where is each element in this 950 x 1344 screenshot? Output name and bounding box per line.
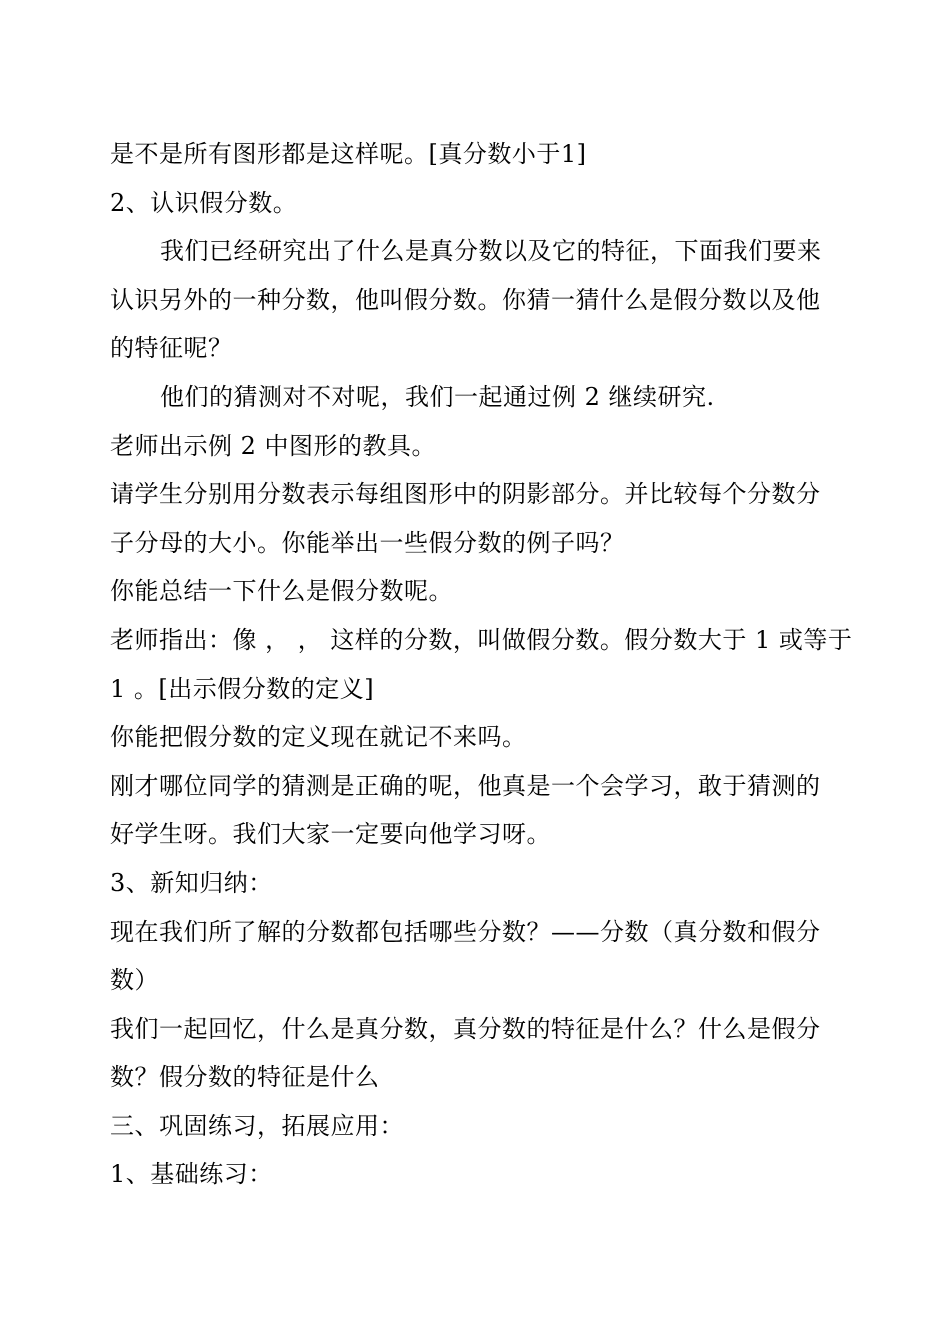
section-heading: 三、巩固练习，拓展应用： [110,1111,404,1140]
paragraph-line: 现在我们所了解的分数都包括哪些分数？——分数（真分数和假分 [110,917,821,946]
text-line: 是不是所有图形都是这样呢。[真分数小于1] [110,140,587,168]
section-heading: 1、基础练习： [110,1160,273,1189]
paragraph-line: 老师指出：像 ， ， 这样的分数，叫做假分数。假分数大于 1 或等于 [110,625,853,654]
document-body [110,130,853,1199]
text-line: 你能把假分数的定义现在就记不来吗。 [110,723,527,752]
paragraph-line: 我们已经研究出了什么是真分数以及它的特征，下面我们要来 [160,237,822,266]
paragraph-line: 认识另外的一种分数，他叫假分数。你猜一猜什么是假分数以及他 [110,285,821,314]
paragraph-line: 我们一起回忆，什么是真分数，真分数的特征是什么？什么是假分 [110,1014,821,1043]
section-heading: 2、认识假分数。 [110,188,298,217]
paragraph-line: 请学生分别用分数表示每组图形中的阴影部分。并比较每个分数分 [110,480,821,509]
paragraph-line: 数） [110,966,159,995]
paragraph-line: 的特征呢？ [110,334,233,363]
text-line: 你能总结一下什么是假分数呢。 [110,577,453,606]
section-heading: 3、新知归纳： [110,868,273,897]
text-line: 老师出示例 2 中图形的教具。 [110,431,437,460]
paragraph-line: 刚才哪位同学的猜测是正确的呢，他真是一个会学习，敢于猜测的 [110,771,821,800]
paragraph-line: 他们的猜测对不对呢，我们一起通过例 2 继续研究. [160,382,715,411]
paragraph-line: 1 。[出示假分数的定义] [110,674,375,703]
paragraph-line: 好学生呀。我们大家一定要向他学习呀。 [110,820,551,849]
paragraph-line: 子分母的大小。你能举出一些假分数的例子吗？ [110,528,625,557]
paragraph-line: 数？假分数的特征是什么 [110,1063,380,1092]
